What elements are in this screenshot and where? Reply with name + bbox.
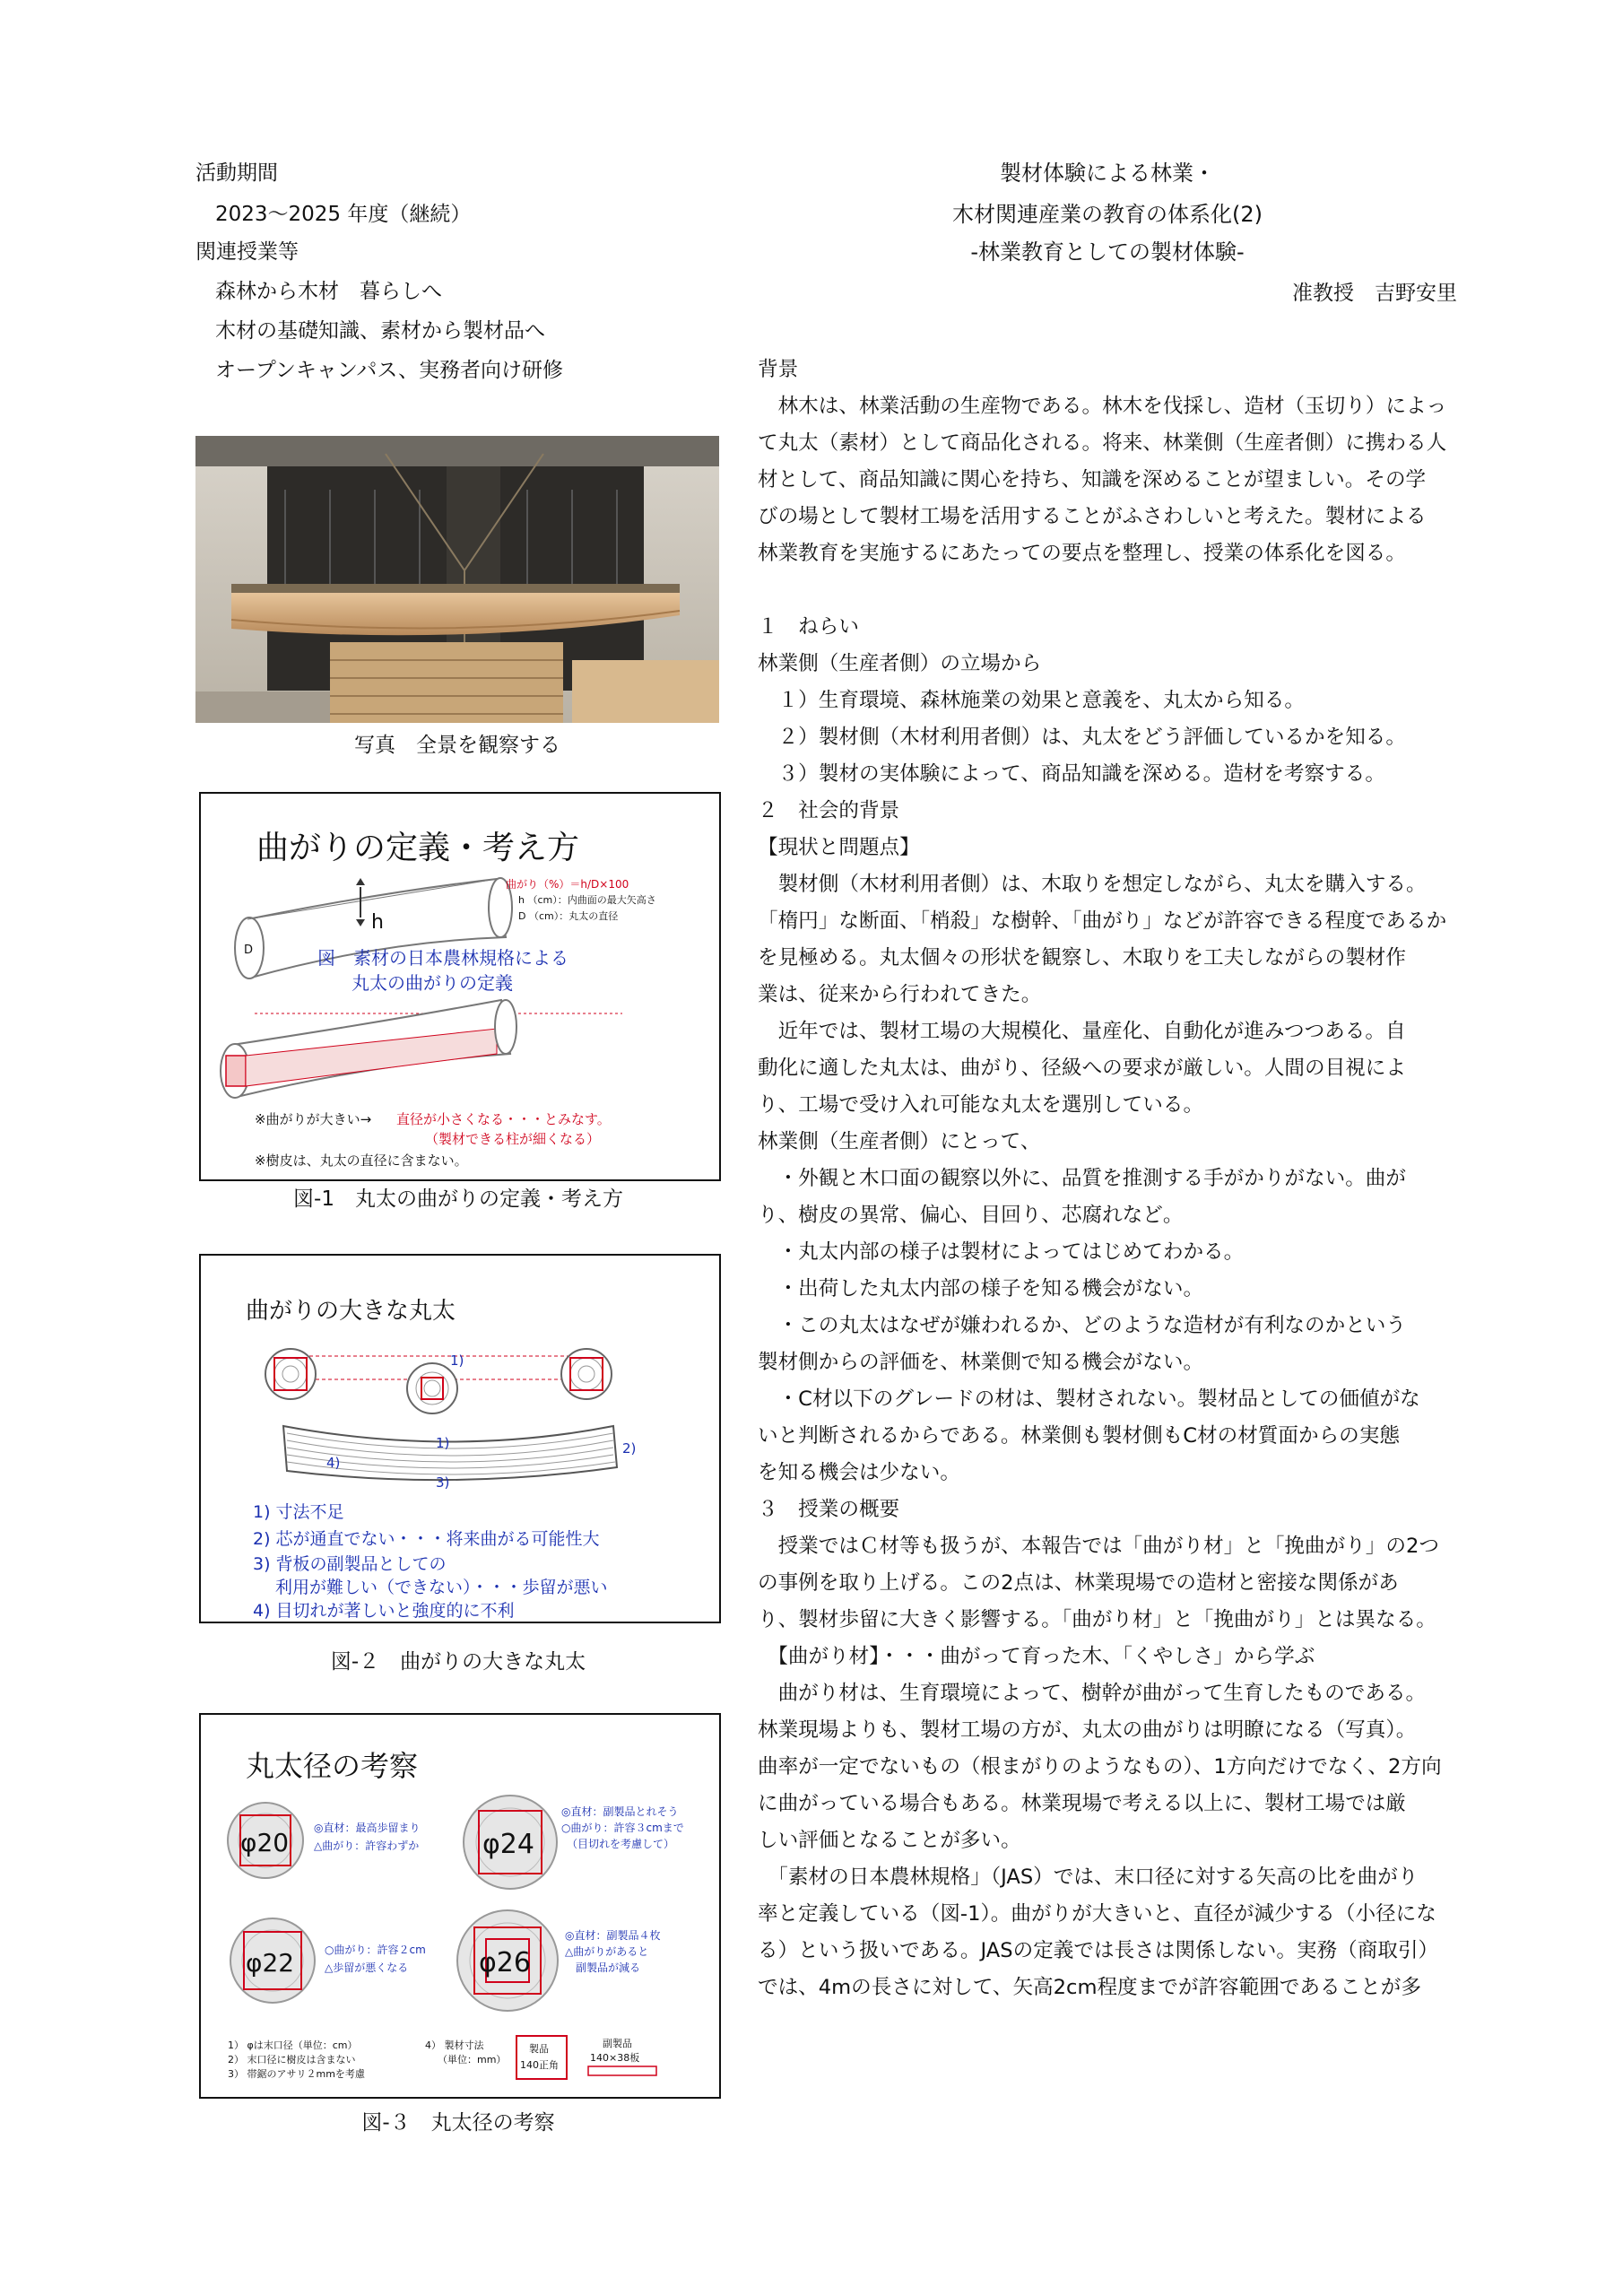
- body-line: 【現状と問題点】: [758, 836, 920, 859]
- body-line: 率と定義している（図-1）。曲がりが大きいと、直径が減少する（小径にな: [758, 1902, 1436, 1926]
- body-line: る）という扱いである。JASの定義では長さは関係しない。実務（商取引）: [758, 1939, 1439, 1962]
- byproduct-label: 副製品: [603, 2038, 632, 2049]
- fig3-note: 3） 帯鋸のアサリ２mmを考慮: [228, 2068, 365, 2080]
- fig2-mark: 3): [436, 1474, 450, 1491]
- body-line: [758, 572, 1457, 609]
- body-line: 製材側（木材利用者側）は、木取りを想定しながら、丸太を購入する。: [758, 873, 1427, 896]
- body-line: り、工場で受け入れ可能な丸太を選別している。: [758, 1093, 1204, 1117]
- log-note: △曲がり：許容わずか: [314, 1839, 420, 1852]
- article-body: [758, 352, 1457, 2006]
- figure-2: [199, 1254, 721, 1623]
- body-line: 「素材の日本農林規格」（JAS）では、末口径に対する矢高の比を曲がり: [758, 1866, 1419, 1889]
- fig2-caption: 図-２ 曲がりの大きな丸太: [330, 1650, 586, 1674]
- fig2-item: 3) 背板の副製品としての: [253, 1554, 447, 1574]
- byproduct-size: 140×38板: [590, 2052, 640, 2064]
- log-note: ◎直材：副製品４枚: [565, 1929, 661, 1942]
- period-label: 活動期間: [195, 161, 278, 185]
- fig2-mark: 4): [326, 1455, 341, 1471]
- body-line: １ ねらい: [758, 615, 859, 639]
- author: 准教授 吉野安里: [1292, 282, 1457, 305]
- body-line: を見極める。丸太個々の形状を観察し、木取りを工夫しながらの製材作: [758, 946, 1406, 970]
- fig3-note: 4） 製材寸法: [425, 2039, 484, 2051]
- fig1-subcaption: 丸太の曲がりの定義: [352, 972, 513, 994]
- fig2-item: 4) 目切れが著しいと強度的に不利: [253, 1601, 515, 1621]
- course-item: 木材の基礎知識、素材から製材品へ: [215, 319, 545, 343]
- body-line: 林業現場よりも、製材工場の方が、丸太の曲がりは明瞭になる（写真）。: [758, 1718, 1417, 1742]
- body-line: ２）製材側（木材利用者側）は、丸太をどう評価しているかを知る。: [758, 726, 1406, 749]
- fig2-mark: 1): [450, 1352, 464, 1369]
- fig1-caption: 図-1 丸太の曲がりの定義・考え方: [293, 1187, 623, 1211]
- fig2-mark: 2): [622, 1440, 637, 1457]
- fig1-def-d: D （cm）：丸太の直径: [518, 910, 619, 922]
- body-line: 林業側（生産者側）の立場から: [758, 652, 1042, 675]
- fig2-item: 利用が難しい（できない）・・・歩留が悪い: [253, 1578, 608, 1597]
- body-line: 授業ではＣ材等も扱うが、本報告では「曲がり材」と「挽曲がり」の2つ: [758, 1535, 1439, 1558]
- body-line: に曲がっている場合もある。林業現場で考える以上に、製材工場では厳: [758, 1792, 1406, 1815]
- course-item: オープンキャンパス、実務者向け研修: [215, 359, 564, 382]
- fig1-note-paren: （製材できる柱が細くなる）: [425, 1131, 601, 1147]
- body-line: 近年では、製材工場の大規模化、量産化、自動化が進みつつある。自: [758, 1020, 1406, 1043]
- log-note: △曲がりがあると: [565, 1945, 649, 1958]
- fig2-item: 2) 芯が通直でない・・・将来曲がる可能性大: [253, 1529, 600, 1549]
- fig2-mark: 1): [436, 1435, 450, 1451]
- body-line: を知る機会は少ない。: [758, 1461, 960, 1484]
- log-note: △歩留が悪くなる: [325, 1961, 409, 1974]
- fig1-subcaption: 図 素材の日本農林規格による: [317, 947, 568, 969]
- body-line: 材として、商品知識に関心を持ち、知識を深めることが望ましい。その学: [758, 468, 1427, 491]
- body-line: 動化に適した丸太は、曲がり、径級への要求が厳しい。人間の目視によ: [758, 1057, 1406, 1080]
- log-label: φ24: [482, 1829, 534, 1860]
- fig3-note: 1） φは末口径（単位：cm）: [228, 2039, 358, 2051]
- log-label: φ22: [246, 1948, 295, 1978]
- fig1-formula: 曲がり（%）＝h/D×100: [506, 878, 629, 891]
- label-d: D: [244, 944, 254, 957]
- log-note: ◎直材：最高歩留まり: [314, 1822, 421, 1834]
- body-line: 林木は、林業活動の生産物である。林木を伐採し、造材（玉切り）によっ: [758, 395, 1447, 418]
- body-line: 背景: [758, 358, 799, 381]
- body-line: １）生育環境、森林施業の効果と意義を、丸太から知る。: [758, 689, 1306, 712]
- period-value: 2023～2025 年度（継続）: [215, 203, 472, 226]
- body-line: ２ 社会的背景: [758, 799, 900, 822]
- article-title: 木材関連産業の教育の体系化(2): [952, 202, 1263, 227]
- log-note: 副製品が減る: [565, 1961, 641, 1974]
- log-note: ◎直材：副製品とれそう: [561, 1805, 679, 1818]
- body-line: 製材側からの評価を、林業側で知る機会がない。: [758, 1351, 1204, 1374]
- body-line: 林業教育を実施するにあたっての要点を整理し、授業の体系化を図る。: [758, 542, 1406, 565]
- product-size: 140正角: [520, 2059, 559, 2071]
- body-line: り、樹皮の異常、偏心、目回り、芯腐れなど。: [758, 1204, 1184, 1227]
- course-item: 森林から木材 暮らしへ: [215, 280, 442, 303]
- log-note: （目切れを考慮して）: [567, 1838, 675, 1850]
- fig3-caption: 図-３ 丸太径の考察: [361, 2111, 555, 2135]
- body-line: 「楕円」な断面、「梢殺」な樹幹、「曲がり」などが許容できる程度であるか: [758, 909, 1447, 933]
- fig1-note: ※樹皮は、丸太の直径に含まない。: [255, 1152, 468, 1169]
- body-line: 曲率が一定でないもの（根まがりのようなもの）、1方向だけでなく、2方向: [758, 1755, 1442, 1779]
- body-line: の事例を取り上げる。この2点は、林業現場での造材と密接な関係があ: [758, 1571, 1399, 1595]
- product-label: 製品: [529, 2043, 549, 2055]
- body-line: ・丸太内部の様子は製材によってはじめてわかる。: [758, 1240, 1245, 1264]
- body-line: ・この丸太はなぜが嫌われるか、どのような造材が有利なのかという: [758, 1314, 1406, 1337]
- left-column: [0, 0, 735, 2296]
- log-note: ○曲がり：許容２cm: [325, 1944, 426, 1956]
- body-line: びの場として製材工場を活用することがふさわしいと考えた。製材による: [758, 505, 1427, 528]
- body-line: ・出荷した丸太内部の様子を知る機会がない。: [758, 1277, 1204, 1300]
- body-line: しい評価となることが多い。: [758, 1829, 1021, 1852]
- body-line: では、4mの長さに対して、矢高2cm程度までが許容範囲であることが多: [758, 1976, 1421, 1999]
- fig3-note: 2） 末口径に樹皮は含まない: [228, 2054, 356, 2066]
- body-line: 【曲がり材】・・・曲がって育った木、「くやしさ」から学ぶ: [758, 1645, 1315, 1668]
- body-line: いと判断されるからである。林業側も製材側もC材の材質面からの実態: [758, 1424, 1400, 1448]
- log-label: φ26: [479, 1947, 531, 1979]
- fig2-item: 1) 寸法不足: [253, 1502, 344, 1522]
- body-line: り、製材歩留に大きく影響する。「曲がり材」と「挽曲がり」とは異なる。: [758, 1608, 1436, 1631]
- figure-1: [199, 792, 721, 1181]
- fig3-note: （単位：mm）: [438, 2054, 507, 2066]
- sawmill-photo: [195, 436, 719, 723]
- fig1-def-h: h （cm）：内曲面の最大矢高さ: [518, 894, 656, 906]
- fig1-note: ※曲がりが大きい→: [255, 1111, 372, 1127]
- right-column: [758, 0, 1457, 2296]
- course-label: 関連授業等: [195, 240, 299, 264]
- figure-3: [199, 1713, 721, 2099]
- body-line: ３ 授業の概要: [758, 1498, 900, 1521]
- body-line: 業は、従来から行われてきた。: [758, 983, 1042, 1006]
- fig1-title: 曲がりの定義・考え方: [256, 830, 580, 866]
- body-line: ・外観と木口面の観察以外に、品質を推測する手がかりがない。曲が: [758, 1167, 1406, 1190]
- fig2-title: 曲がりの大きな丸太: [246, 1298, 456, 1325]
- photo-caption: 写真 全景を観察する: [354, 734, 560, 757]
- fig3-title: 丸太径の考察: [246, 1749, 419, 1783]
- log-label: φ20: [240, 1828, 290, 1857]
- body-line: ３）製材の実体験によって、商品知識を深める。造材を考察する。: [758, 762, 1385, 786]
- body-line: て丸太（素材）として商品化される。将来、林業側（生産者側）に携わる人: [758, 431, 1447, 455]
- fig1-note-red: 直径が小さくなる・・・とみなす。: [396, 1111, 611, 1127]
- article-subtitle: -林業教育としての製材体験-: [970, 239, 1245, 265]
- body-line: 曲がり材は、生育環境によって、樹幹が曲がって生育したものである。: [758, 1682, 1427, 1705]
- body-line: 林業側（生産者側）にとって、: [758, 1130, 1041, 1153]
- body-line: ・C材以下のグレードの材は、製材されない。製材品としての価値がな: [758, 1387, 1420, 1411]
- log-note: ○曲がり：許容３cmまで: [561, 1822, 684, 1834]
- article-title: 製材体験による林業・: [1000, 161, 1215, 186]
- label-h: h: [371, 911, 384, 934]
